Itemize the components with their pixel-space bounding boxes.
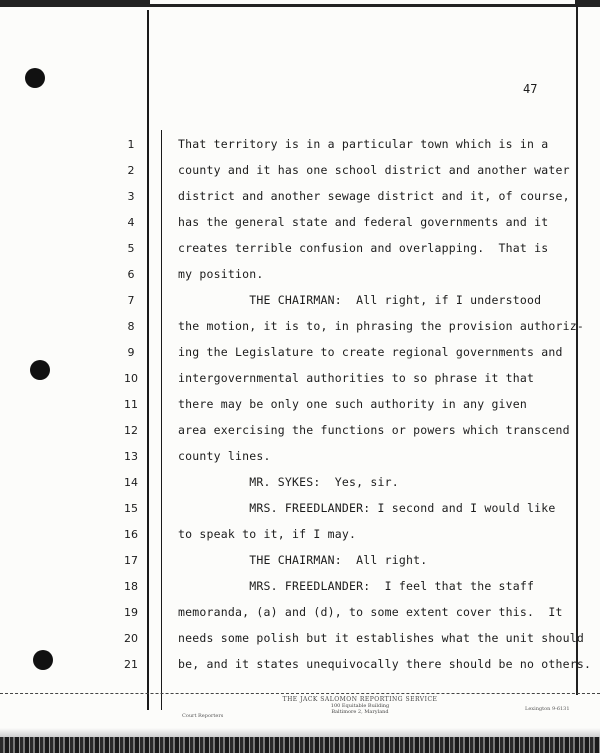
left-margin-rule-inner: [161, 130, 162, 710]
line-number: 2: [127, 164, 135, 177]
transcript-line: needs some polish but it establishes what the unit should: [178, 631, 585, 645]
footer-divider: [0, 693, 600, 695]
transcript-line: MR. SYKES: Yes, sir.: [178, 475, 399, 489]
reporter-footer: [215, 696, 505, 715]
transcript-line: my position.: [178, 267, 264, 281]
footer-right-note: Lexington 9-6131: [525, 706, 570, 712]
transcript-line: has the general state and federal governments and it: [178, 215, 549, 229]
punch-hole-bottom: [33, 650, 53, 670]
line-number: 8: [127, 320, 135, 333]
line-number: 3: [127, 190, 135, 203]
transcript-line: to speak to it, if I may.: [178, 527, 357, 541]
line-number: 15: [124, 502, 138, 515]
line-number: 10: [124, 372, 138, 385]
footer-address-1: 100 Equitable Building: [330, 703, 390, 709]
line-number: 20: [124, 632, 138, 645]
footer-left-note: Court Reporters: [182, 713, 224, 719]
right-margin-line: [576, 5, 578, 695]
transcript-line: district and another sewage district and it, of course,: [178, 189, 570, 203]
line-number: 19: [124, 606, 138, 619]
line-number: 17: [124, 554, 138, 567]
line-number: 21: [124, 658, 138, 671]
transcript-line: the motion, it is to, in phrasing the provision authoriz-: [178, 319, 585, 333]
page-number: 47: [523, 82, 538, 96]
transcript-line: THE CHAIRMAN: All right, if I understood: [178, 293, 542, 307]
line-number: 5: [127, 242, 135, 255]
line-number: 1: [127, 138, 135, 151]
left-margin-rule: [147, 10, 149, 710]
transcript-line: MRS. FREEDLANDER: I second and I would like: [178, 501, 556, 515]
transcript-line: MRS. FREEDLANDER: I feel that the staff: [178, 579, 535, 593]
punch-hole-top: [25, 68, 45, 88]
line-number: 11: [124, 398, 138, 411]
transcript-line: be, and it states unequivocally there should be no others.: [178, 657, 592, 671]
line-number: 7: [127, 294, 135, 307]
transcript-line: ing the Legislature to create regional governments and: [178, 345, 563, 359]
transcript-line: area exercising the functions or powers which transcend: [178, 423, 570, 437]
line-number: 4: [127, 216, 135, 229]
transcript-line: county lines.: [178, 449, 271, 463]
transcript-line: intergovernmental authorities to so phrase it that: [178, 371, 535, 385]
transcript-line: memoranda, (a) and (d), to some extent cover this. It: [178, 605, 563, 619]
line-number: 6: [127, 268, 135, 281]
transcript-line: there may be only one such authority in any given: [178, 397, 528, 411]
line-number: 16: [124, 528, 138, 541]
footer-address-2: Baltimore 2, Maryland: [331, 709, 389, 715]
line-number: 12: [124, 424, 138, 437]
line-number: 14: [124, 476, 138, 489]
punch-hole-middle: [30, 360, 50, 380]
footer-title: THE JACK SALOMON REPORTING SERVICE: [282, 696, 438, 703]
line-number: 9: [127, 346, 135, 359]
line-number: 13: [124, 450, 138, 463]
top-scan-gap: [150, 0, 575, 4]
transcript-line: county and it has one school district and another water: [178, 163, 570, 177]
bottom-scan-edge: [0, 737, 600, 753]
bottom-scan-shadow: [0, 728, 600, 737]
transcript-line: creates terrible confusion and overlapping. That is: [178, 241, 549, 255]
transcript-line: That territory is in a particular town which is in a: [178, 137, 549, 151]
transcript-line: THE CHAIRMAN: All right.: [178, 553, 428, 567]
line-number: 18: [124, 580, 138, 593]
